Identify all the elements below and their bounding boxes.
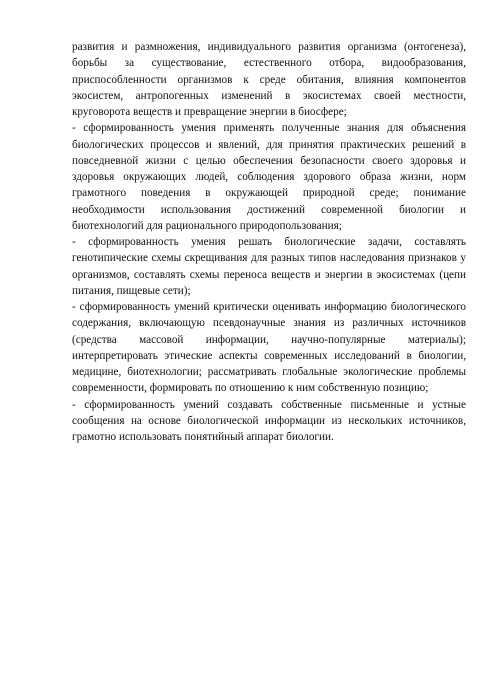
paragraph-create-messages: - сформированность умений создавать собственные письменные и устные сообщения на основе биологической информации из нескольких источников, грамотно использовать понятийный аппарат биологии. xyxy=(72,398,466,443)
paragraph-development-continuation: развития и размножения, индивидуального развития организма (онтогенеза), борьбы за существование, естественного отбора, видообразования, приспособленности организмов к среде обитания, влияния компонентов экосистем, антропогенных изменений в экосистемах своей местности, круговорота веществ и превращение энергии в биосфере; xyxy=(72,41,466,118)
paragraph-critical-evaluation: - сформированность умений критически оценивать информацию биологического содержания, включающую псевдонаучные знания из различных источников (средства массовой информации, научно-популярные материалы); интерпретировать этические аспекты современных исследований в биологии, медицине, биотехнологии; рассматривать глобальные экологические проблемы современности, формировать по отношению к ним собственную позицию; xyxy=(72,301,466,395)
document-page xyxy=(72,39,466,445)
paragraph-apply-knowledge: - сформированность умения применять полученные знания для объяснения биологических процессов и явлений, для принятия практических решений в повседневной жизни с целью обеспечения безопасности своего здоровья и здоровья окружающих людей, соблюдения здорового образа жизни, норм грамотного поведения в окружающей природной среде; понимание необходимости использования достижений современной биологии и биотехнологий для рационального природопользования; xyxy=(72,122,466,232)
paragraph-solve-biological-tasks: - сформированность умения решать биологические задачи, составлять генотипические схемы скрещивания для разных типов наследования признаков у организмов, составлять схемы переноса веществ и энергии в экосистемах (цепи питания, пищевые сети); xyxy=(72,236,466,297)
